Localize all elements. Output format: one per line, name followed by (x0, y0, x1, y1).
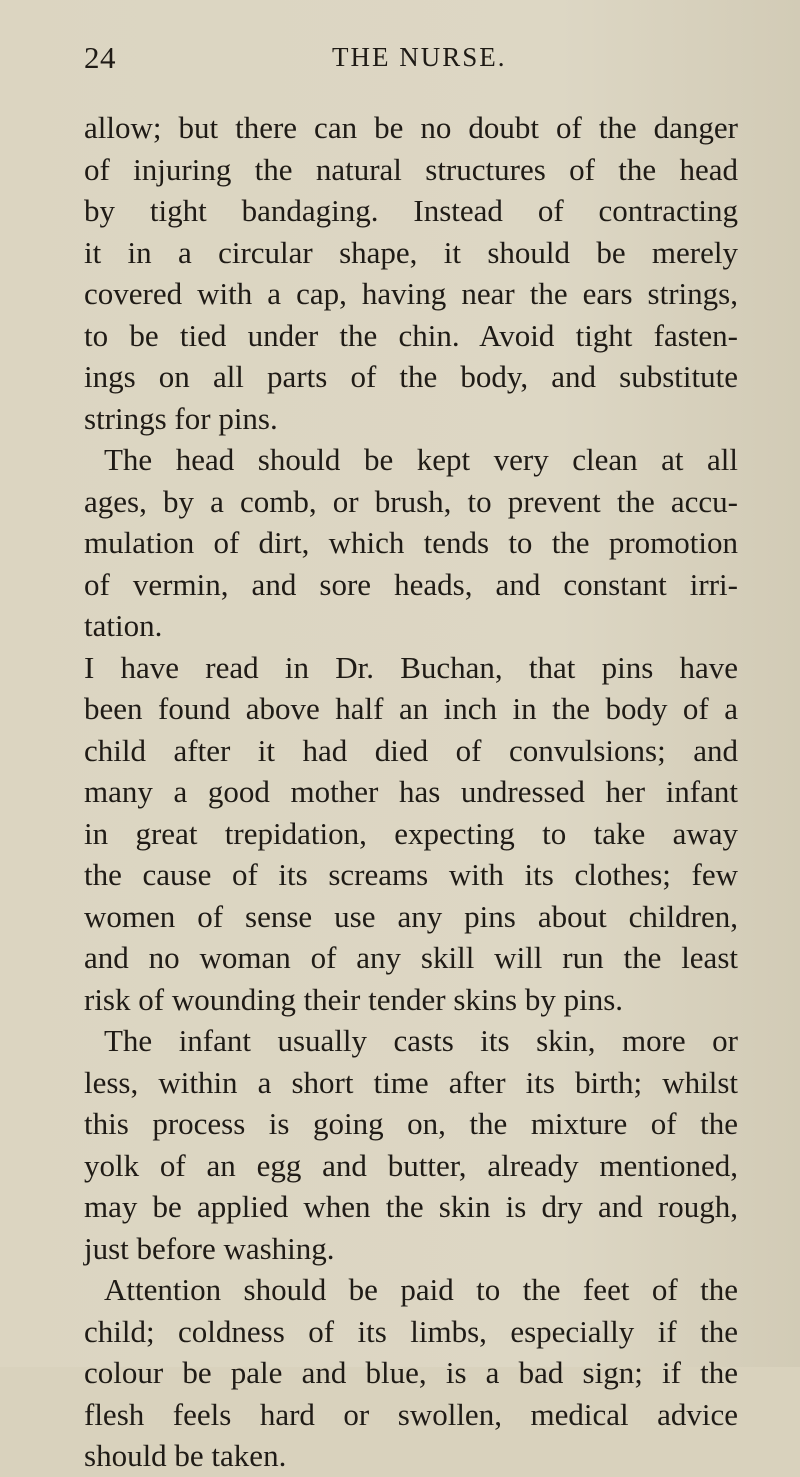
text-line: allow; but there can be no doubt of the danger (84, 110, 738, 145)
text-line: child; coldness of its limbs, especially if the (84, 1313, 738, 1349)
text-line: should be taken. (84, 1438, 287, 1473)
text-line: colour be pale and blue, is a bad sign; if the (84, 1355, 738, 1390)
text-line: less, within a short time after its birth; whilst (84, 1064, 738, 1100)
text-line: been found above half an inch in the body of a (84, 691, 738, 726)
body-text (84, 107, 799, 1477)
text-line: ages, by a comb, or brush, to prevent the accu- (84, 483, 738, 519)
text-line: strings for pins. (84, 400, 278, 436)
text-line: in great trepidation, expecting to take away (84, 815, 738, 851)
text-line: just before washing. (84, 1230, 335, 1266)
text-line: mulation of dirt, which tends to the promotion (84, 525, 738, 560)
page-number: 24 (84, 40, 116, 75)
text-line: I have read in Dr. Buchan, that pins have (84, 649, 738, 685)
text-line: The infant usually casts its skin, more or (104, 1023, 738, 1058)
text-line: The head should be kept very clean at all (104, 442, 738, 477)
text-line: it in a circular shape, it should be merely (84, 234, 738, 270)
text-line: of injuring the natural structures of the head (84, 151, 738, 187)
text-line: this process is going on, the mixture of the (84, 1106, 738, 1141)
text-line: tation. (84, 608, 163, 643)
text-line: risk of wounding their tender skins by pins. (84, 981, 624, 1017)
running-title: THE NURSE. (332, 42, 507, 72)
text-line: may be applied when the skin is dry and rough, (84, 1189, 738, 1224)
text-line: ings on all parts of the body, and substitute (84, 359, 738, 394)
text-line: and no woman of any skill will run the least (84, 940, 738, 975)
text-line: flesh feels hard or swollen, medical advice (84, 1396, 738, 1432)
text-line: Attention should be paid to the feet of the (104, 1272, 738, 1307)
text-line: child after it had died of convulsions; and (84, 732, 738, 768)
text-line: many a good mother has undressed her infant (84, 774, 738, 809)
text-line: women of sense use any pins about children, (84, 898, 738, 934)
text-line: the cause of its screams with its clothes; few (84, 857, 738, 892)
text-line: yolk of an egg and butter, already mentioned, (84, 1147, 738, 1183)
text-line: by tight bandaging. Instead of contracting (84, 193, 738, 228)
page-header (84, 40, 744, 80)
text-line: of vermin, and sore heads, and constant irri- (84, 566, 738, 602)
text-line: covered with a cap, having near the ears strings, (84, 276, 738, 311)
text-line: to be tied under the chin. Avoid tight fasten- (84, 317, 738, 353)
